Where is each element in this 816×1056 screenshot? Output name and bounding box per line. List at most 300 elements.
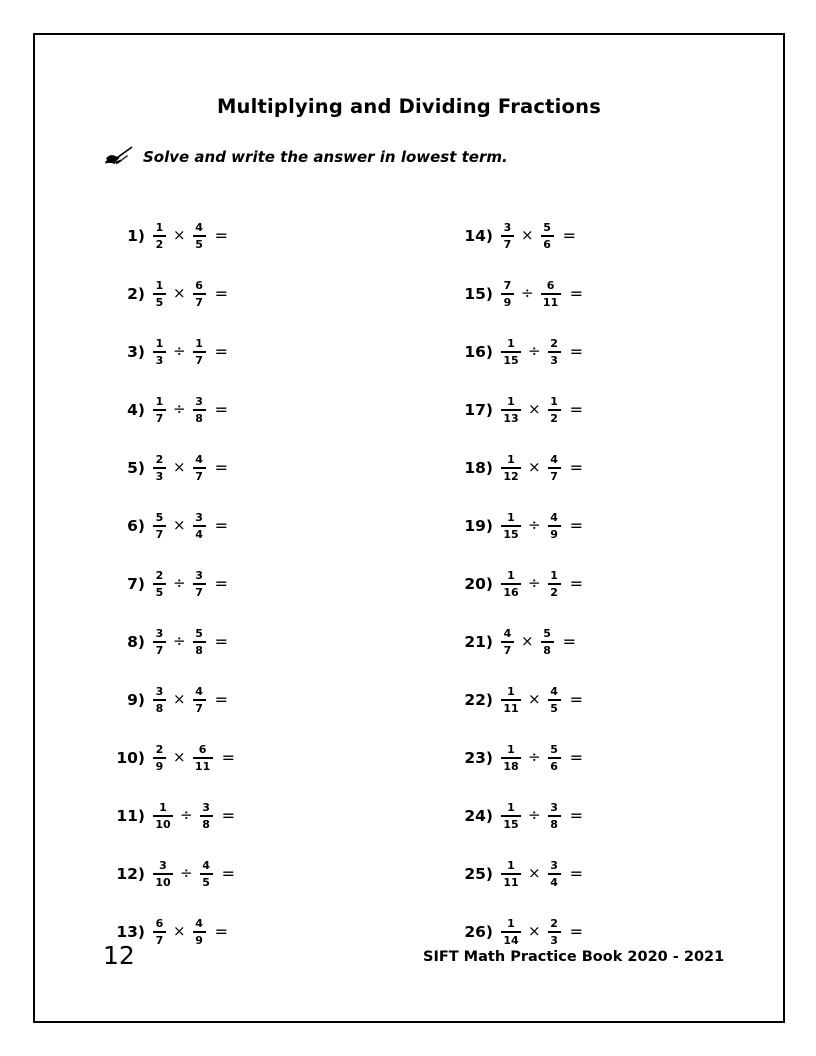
equals-sign: = [569, 457, 583, 477]
fraction-bar [548, 583, 561, 585]
multiply-operator: × [528, 864, 541, 883]
problem-column-left [107, 207, 235, 961]
problem-expression [501, 860, 583, 888]
fraction-denominator: 15 [503, 817, 519, 831]
equals-sign: = [569, 515, 583, 535]
fraction-denominator: 7 [550, 469, 558, 483]
fraction [501, 338, 521, 366]
problem-row [107, 497, 235, 555]
fraction-bar [541, 235, 554, 237]
fraction-denominator: 12 [503, 469, 519, 483]
problem-number: 7) [127, 575, 145, 593]
fraction-numerator: 3 [550, 858, 558, 872]
multiply-operator: × [528, 690, 541, 709]
fraction-denominator: 15 [503, 527, 519, 541]
fraction-numerator: 4 [195, 452, 203, 466]
multiply-operator: × [173, 226, 186, 245]
fraction-numerator: 2 [155, 452, 164, 466]
fraction-denominator: 5 [155, 295, 164, 309]
fraction-bar [153, 931, 166, 933]
fraction-denominator: 11 [503, 875, 519, 889]
fraction-bar [548, 467, 561, 469]
fraction-numerator: 2 [550, 916, 558, 930]
fraction-bar [153, 757, 166, 759]
problem-number: 22) [464, 691, 493, 709]
fraction [193, 628, 206, 656]
fraction-denominator: 8 [155, 701, 164, 715]
fraction [501, 570, 521, 598]
fraction [501, 628, 514, 656]
equals-sign: = [569, 341, 583, 361]
fraction-numerator: 5 [195, 626, 203, 640]
fraction-numerator: 1 [507, 510, 515, 524]
problem-number: 23) [464, 749, 493, 767]
fraction-bar [548, 873, 561, 875]
fraction-numerator: 3 [159, 858, 167, 872]
problem-number: 10) [116, 749, 145, 767]
fraction-denominator: 7 [503, 237, 512, 251]
equals-sign: = [221, 805, 235, 825]
fraction-denominator: 3 [550, 933, 558, 947]
equals-sign: = [569, 399, 583, 419]
multiply-operator: × [521, 632, 534, 651]
equals-sign: = [569, 689, 583, 709]
fraction [541, 280, 561, 308]
fraction [193, 570, 206, 598]
fraction-numerator: 1 [550, 568, 558, 582]
multiply-operator: × [173, 284, 186, 303]
problem-expression [501, 570, 583, 598]
fraction-bar [501, 235, 514, 237]
problem-expression [501, 512, 583, 540]
fraction-numerator: 4 [550, 684, 558, 698]
equals-sign: = [214, 225, 228, 245]
fraction-denominator: 10 [155, 817, 171, 831]
problem-number: 24) [464, 807, 493, 825]
fraction-bar [501, 583, 521, 585]
page-title: Multiplying and Dividing Fractions [216, 95, 602, 118]
equals-sign: = [569, 921, 583, 941]
fraction-denominator: 7 [195, 585, 203, 599]
fraction-numerator: 1 [507, 916, 515, 930]
problem-number: 18) [464, 459, 493, 477]
problem-row [455, 729, 583, 787]
fraction [541, 222, 554, 250]
fraction-numerator: 5 [543, 626, 551, 640]
fraction [548, 512, 561, 540]
problem-number: 8) [127, 633, 145, 651]
problem-number: 4) [127, 401, 145, 419]
equals-sign: = [214, 921, 228, 941]
fraction-denominator: 2 [550, 411, 558, 425]
fraction-numerator: 3 [155, 684, 164, 698]
problem-number: 16) [464, 343, 493, 361]
fraction [501, 802, 521, 830]
equals-sign: = [214, 457, 228, 477]
fraction-denominator: 5 [202, 875, 210, 889]
fraction-denominator: 9 [503, 295, 512, 309]
problem-row [107, 787, 235, 845]
fraction-bar [501, 641, 514, 643]
fraction-denominator: 3 [550, 353, 558, 367]
problem-expression [501, 918, 583, 946]
problem-row [455, 497, 583, 555]
multiply-operator: × [521, 226, 534, 245]
fraction-numerator: 5 [550, 742, 558, 756]
problem-number: 19) [464, 517, 493, 535]
fraction [548, 802, 561, 830]
fraction-denominator: 11 [194, 759, 211, 773]
equals-sign: = [214, 399, 228, 419]
fraction [501, 744, 521, 772]
fraction-denominator: 4 [550, 875, 558, 889]
equals-sign: = [221, 863, 235, 883]
problem-expression [153, 338, 228, 366]
fraction-numerator: 2 [155, 568, 164, 582]
problem-row [107, 729, 235, 787]
divide-operator: ÷ [173, 400, 186, 419]
page-number: 12 [103, 941, 135, 970]
fraction-denominator: 7 [195, 295, 203, 309]
problem-row [455, 671, 583, 729]
fraction-denominator: 7 [155, 411, 164, 425]
problem-number: 5) [127, 459, 145, 477]
problem-expression [501, 744, 583, 772]
fraction [501, 280, 514, 308]
fraction-bar [548, 525, 561, 527]
fraction [153, 338, 166, 366]
fraction-numerator: 3 [550, 800, 558, 814]
problem-expression [153, 744, 235, 772]
fraction-bar [193, 351, 206, 353]
problem-expression [153, 396, 228, 424]
fraction [193, 686, 206, 714]
equals-sign: = [214, 515, 228, 535]
worksheet-page [33, 33, 785, 1023]
fraction-numerator: 4 [202, 858, 210, 872]
problem-expression [153, 222, 228, 250]
multiply-operator: × [528, 400, 541, 419]
fraction-numerator: 1 [195, 336, 203, 350]
problem-expression [501, 686, 583, 714]
fraction-numerator: 1 [507, 684, 515, 698]
fraction-bar [501, 757, 521, 759]
fraction-bar [153, 409, 166, 411]
fraction-bar [548, 351, 561, 353]
problem-row [455, 265, 583, 323]
fraction-numerator: 1 [155, 394, 164, 408]
fraction-numerator: 2 [155, 742, 164, 756]
multiply-operator: × [173, 922, 186, 941]
equals-sign: = [214, 341, 228, 361]
problem-expression [153, 628, 228, 656]
divide-operator: ÷ [173, 574, 186, 593]
problem-row [107, 323, 235, 381]
fraction-denominator: 18 [503, 759, 519, 773]
fraction-denominator: 5 [195, 237, 203, 251]
fraction-bar [153, 235, 166, 237]
fraction-bar [193, 293, 206, 295]
fraction [548, 570, 561, 598]
fraction [501, 686, 521, 714]
fraction-numerator: 3 [195, 568, 203, 582]
problem-expression [501, 280, 583, 308]
fraction-denominator: 9 [550, 527, 558, 541]
fraction-bar [548, 757, 561, 759]
fraction-numerator: 1 [550, 394, 558, 408]
problem-expression [153, 280, 228, 308]
equals-sign: = [569, 863, 583, 883]
problem-number: 20) [464, 575, 493, 593]
fraction [153, 454, 166, 482]
fraction-denominator: 8 [202, 817, 210, 831]
fraction-denominator: 6 [550, 759, 558, 773]
fraction-numerator: 1 [507, 568, 515, 582]
fraction-bar [153, 873, 173, 875]
fraction-bar [501, 873, 521, 875]
fraction-numerator: 1 [507, 800, 515, 814]
fraction [501, 918, 521, 946]
problem-expression [501, 802, 583, 830]
problem-number: 13) [116, 923, 145, 941]
fraction [501, 860, 521, 888]
fraction-numerator: 6 [155, 916, 164, 930]
problem-row [107, 207, 235, 265]
fraction-bar [193, 409, 206, 411]
fraction-bar [501, 351, 521, 353]
fraction-denominator: 11 [503, 701, 519, 715]
equals-sign: = [221, 747, 235, 767]
fraction-bar [153, 815, 173, 817]
fraction [153, 222, 166, 250]
problem-row [107, 613, 235, 671]
fraction-bar [548, 815, 561, 817]
fraction-bar [193, 583, 206, 585]
problem-expression [153, 918, 228, 946]
fraction [153, 918, 166, 946]
divide-operator: ÷ [180, 806, 193, 825]
fraction [153, 570, 166, 598]
fraction-numerator: 4 [550, 510, 558, 524]
problem-number: 11) [116, 807, 145, 825]
problem-row [455, 207, 583, 265]
problem-expression [153, 454, 228, 482]
fraction-numerator: 1 [507, 336, 515, 350]
fraction [193, 396, 206, 424]
fraction-bar [501, 409, 521, 411]
divide-operator: ÷ [173, 632, 186, 651]
fraction-bar [193, 525, 206, 527]
fraction-bar [153, 641, 166, 643]
fraction-denominator: 2 [550, 585, 558, 599]
fraction-denominator: 7 [155, 643, 164, 657]
fraction-denominator: 5 [550, 701, 558, 715]
fraction [193, 918, 206, 946]
fraction [153, 686, 166, 714]
problem-row [107, 265, 235, 323]
problem-expression [501, 454, 583, 482]
fraction-denominator: 14 [503, 933, 519, 947]
fraction [501, 454, 521, 482]
problem-expression [501, 222, 576, 250]
fraction [153, 802, 173, 830]
divide-operator: ÷ [521, 284, 534, 303]
problem-number: 9) [127, 691, 145, 709]
fraction-bar [548, 699, 561, 701]
fraction-numerator: 3 [195, 394, 203, 408]
instruction-text: Solve and write the answer in lowest term. [143, 148, 508, 166]
fraction-numerator: 1 [155, 336, 164, 350]
fraction [193, 222, 206, 250]
fraction-bar [501, 467, 521, 469]
fraction-denominator: 3 [155, 353, 164, 367]
multiply-operator: × [173, 458, 186, 477]
problem-expression [153, 512, 228, 540]
fraction-numerator: 1 [507, 394, 515, 408]
problem-row [455, 381, 583, 439]
fraction-bar [501, 815, 521, 817]
divide-operator: ÷ [528, 806, 541, 825]
problem-expression [153, 802, 235, 830]
fraction-bar [193, 699, 206, 701]
fraction-bar [548, 931, 561, 933]
problem-row [455, 439, 583, 497]
problem-number: 21) [464, 633, 493, 651]
fraction-numerator: 3 [195, 510, 203, 524]
fraction-denominator: 7 [155, 933, 164, 947]
fraction-bar [193, 235, 206, 237]
fraction-numerator: 4 [550, 452, 558, 466]
fraction [548, 744, 561, 772]
fraction [548, 918, 561, 946]
fraction-denominator: 13 [503, 411, 519, 425]
problem-number: 12) [116, 865, 145, 883]
problem-expression [153, 570, 228, 598]
fraction-bar [153, 583, 166, 585]
pencil-icon [103, 146, 133, 168]
fraction-denominator: 7 [195, 353, 203, 367]
fraction-numerator: 6 [198, 742, 207, 756]
fraction-bar [541, 293, 561, 295]
problem-row [455, 845, 583, 903]
fraction-denominator: 10 [155, 875, 171, 889]
fraction [153, 396, 166, 424]
problem-row [107, 555, 235, 613]
multiply-operator: × [173, 748, 186, 767]
fraction-bar [501, 931, 521, 933]
problem-row [107, 671, 235, 729]
problem-number: 3) [127, 343, 145, 361]
problem-expression [501, 338, 583, 366]
fraction-denominator: 7 [195, 701, 203, 715]
problem-number: 2) [127, 285, 145, 303]
fraction [501, 512, 521, 540]
fraction [548, 686, 561, 714]
problem-number: 15) [464, 285, 493, 303]
fraction-numerator: 4 [503, 626, 512, 640]
fraction-denominator: 8 [550, 817, 558, 831]
fraction-denominator: 5 [155, 585, 164, 599]
equals-sign: = [569, 573, 583, 593]
fraction-denominator: 7 [195, 469, 203, 483]
problem-row [107, 845, 235, 903]
fraction-bar [193, 467, 206, 469]
fraction [193, 512, 206, 540]
fraction-denominator: 2 [155, 237, 164, 251]
fraction [501, 222, 514, 250]
fraction-numerator: 4 [195, 220, 203, 234]
fraction-numerator: 1 [155, 220, 164, 234]
fraction-denominator: 4 [195, 527, 203, 541]
fraction [548, 396, 561, 424]
fraction-numerator: 1 [507, 742, 515, 756]
fraction-bar [548, 409, 561, 411]
fraction-numerator: 3 [155, 626, 164, 640]
equals-sign: = [214, 689, 228, 709]
problem-number: 6) [127, 517, 145, 535]
problem-number: 26) [464, 923, 493, 941]
multiply-operator: × [528, 922, 541, 941]
problem-row [455, 555, 583, 613]
fraction-bar [153, 525, 166, 527]
instruction-row [103, 146, 508, 168]
fraction-bar [501, 525, 521, 527]
fraction [153, 744, 166, 772]
problem-row [107, 439, 235, 497]
fraction [193, 280, 206, 308]
fraction-bar [153, 293, 166, 295]
fraction [193, 454, 206, 482]
fraction [153, 860, 173, 888]
fraction-numerator: 4 [195, 684, 203, 698]
fraction [153, 512, 166, 540]
equals-sign: = [214, 283, 228, 303]
equals-sign: = [214, 631, 228, 651]
fraction-numerator: 1 [155, 278, 164, 292]
divide-operator: ÷ [528, 748, 541, 767]
equals-sign: = [569, 747, 583, 767]
fraction-bar [501, 699, 521, 701]
fraction-denominator: 9 [195, 933, 203, 947]
fraction-numerator: 2 [550, 336, 558, 350]
fraction-denominator: 9 [155, 759, 164, 773]
problem-number: 17) [464, 401, 493, 419]
fraction [193, 338, 206, 366]
equals-sign: = [214, 573, 228, 593]
fraction [548, 454, 561, 482]
fraction-bar [153, 467, 166, 469]
fraction-denominator: 11 [542, 295, 559, 309]
problem-row [107, 381, 235, 439]
fraction-bar [541, 641, 554, 643]
fraction [548, 338, 561, 366]
fraction-denominator: 3 [155, 469, 164, 483]
equals-sign: = [569, 283, 583, 303]
problem-number: 14) [464, 227, 493, 245]
divide-operator: ÷ [528, 516, 541, 535]
fraction-bar [501, 293, 514, 295]
divide-operator: ÷ [180, 864, 193, 883]
divide-operator: ÷ [528, 342, 541, 361]
fraction [153, 280, 166, 308]
problem-column-right [455, 207, 583, 961]
fraction-denominator: 8 [195, 411, 203, 425]
fraction-numerator: 5 [543, 220, 551, 234]
problem-row [455, 787, 583, 845]
fraction-bar [193, 757, 213, 759]
fraction [501, 396, 521, 424]
multiply-operator: × [173, 516, 186, 535]
